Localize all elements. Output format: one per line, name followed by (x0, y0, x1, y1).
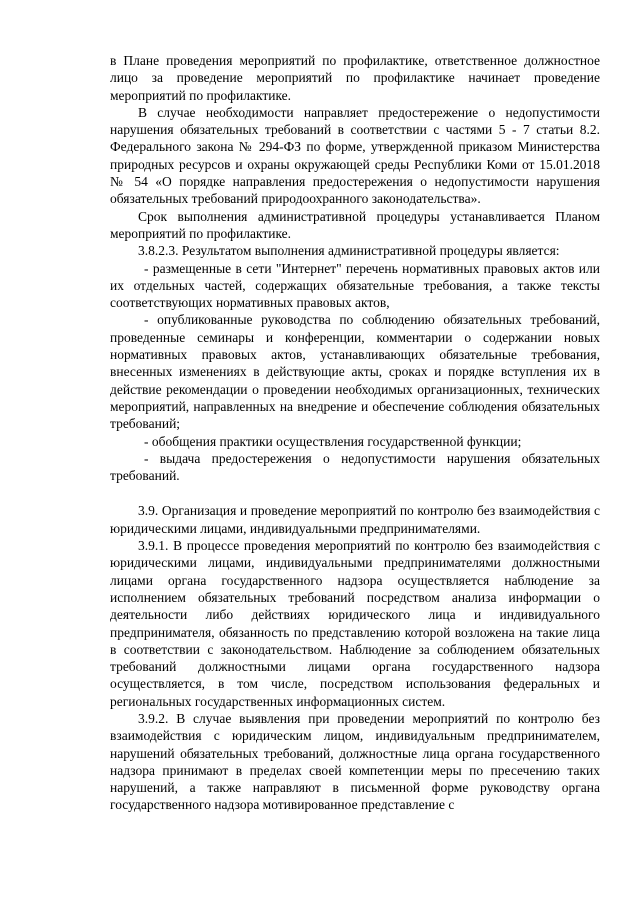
list-item-published-guides: - опубликованные руководства по соблюдению обязательных требований, проведенные семинары и конференции, комментарии о содержании новых нормативных правовых актов, устанавливающих обязательные требования, внесенных изменениях в действующие акты, сроках и порядке вступления их в действие рекомендации о проведении необходимых организационных, технических мероприятий, направленных на внедрение и обеспечение соблюдения обязательных требований; (110, 312, 600, 432)
section-heading-3-9: 3.9. Организация и проведение мероприятий по контролю без взаимодействия с юридическими лицами, индивидуальными предпринимателями. (110, 503, 600, 536)
document-page (110, 52, 600, 814)
paragraph-result-heading: 3.8.2.3. Результатом выполнения административной процедуры является: (138, 243, 560, 259)
paragraph-3-9-1: 3.9.1. В процессе проведения мероприятий по контролю без взаимодействия с юридическими лицами, индивидуальными предпринимателями должностными лицами органа государственного надзора осуществляется наблюдение за исполнением обязательных требований посредством анализа информации о деятельности либо действиях юридического лица и индивидуального предпринимателя, обязанность по представлению которой возложена на такие лица в соответствии с законодательством. Наблюдение за соблюдением обязательных требований должностными лицами органа государственного надзора осуществляется, в том числе, посредством использования федеральных и региональных государственных информационных систем. (110, 538, 600, 709)
list-item-practice-summary: - обобщения практики осуществления государственной функции; (144, 433, 522, 449)
list-item-warning-issue: - выдача предостережения о недопустимости нарушения обязательных требований. (110, 450, 600, 484)
paragraph-warning: В случае необходимости направляет предостережение о недопустимости нарушения обязательных требований в соответствии с частями 5 - 7 статьи 8.2. Федерального закона № 294-ФЗ по форме, утвержденной приказом Министерства природных ресурсов и охраны окружающей среды Республики Коми от 15.01.2018 № 54 «О порядке направления предостережения о недопустимости нарушения обязательных требований природоохранного законодательства». (110, 104, 600, 207)
list-item-published-acts: - размещенные в сети "Интернет" перечень нормативных правовых актов или их отдельных частей, содержащих обязательные требования, а также тексты соответствующих нормативных правовых актов, (110, 260, 600, 311)
section-gap (110, 484, 600, 502)
paragraph-3-9-2: 3.9.2. В случае выявления при проведении мероприятий по контролю без взаимодействия с юридическим лицом, индивидуальным предпринимателем, нарушений обязательных требований, должностные лица органа государственного надзора принимают в пределах своей компетенции меры по пресечению таких нарушений, а также направляют в письменной форме руководству органа государственного надзора мотивированное представление с (110, 710, 600, 813)
paragraph-plan-continuation: в Плане проведения мероприятий по профилактике, ответственное должностное лицо за проведение мероприятий по профилактике начинает проведение мероприятий по профилактике. (110, 53, 600, 103)
paragraph-deadline: Срок выполнения административной процедуры устанавливается Планом мероприятий по профилактике. (110, 208, 600, 241)
